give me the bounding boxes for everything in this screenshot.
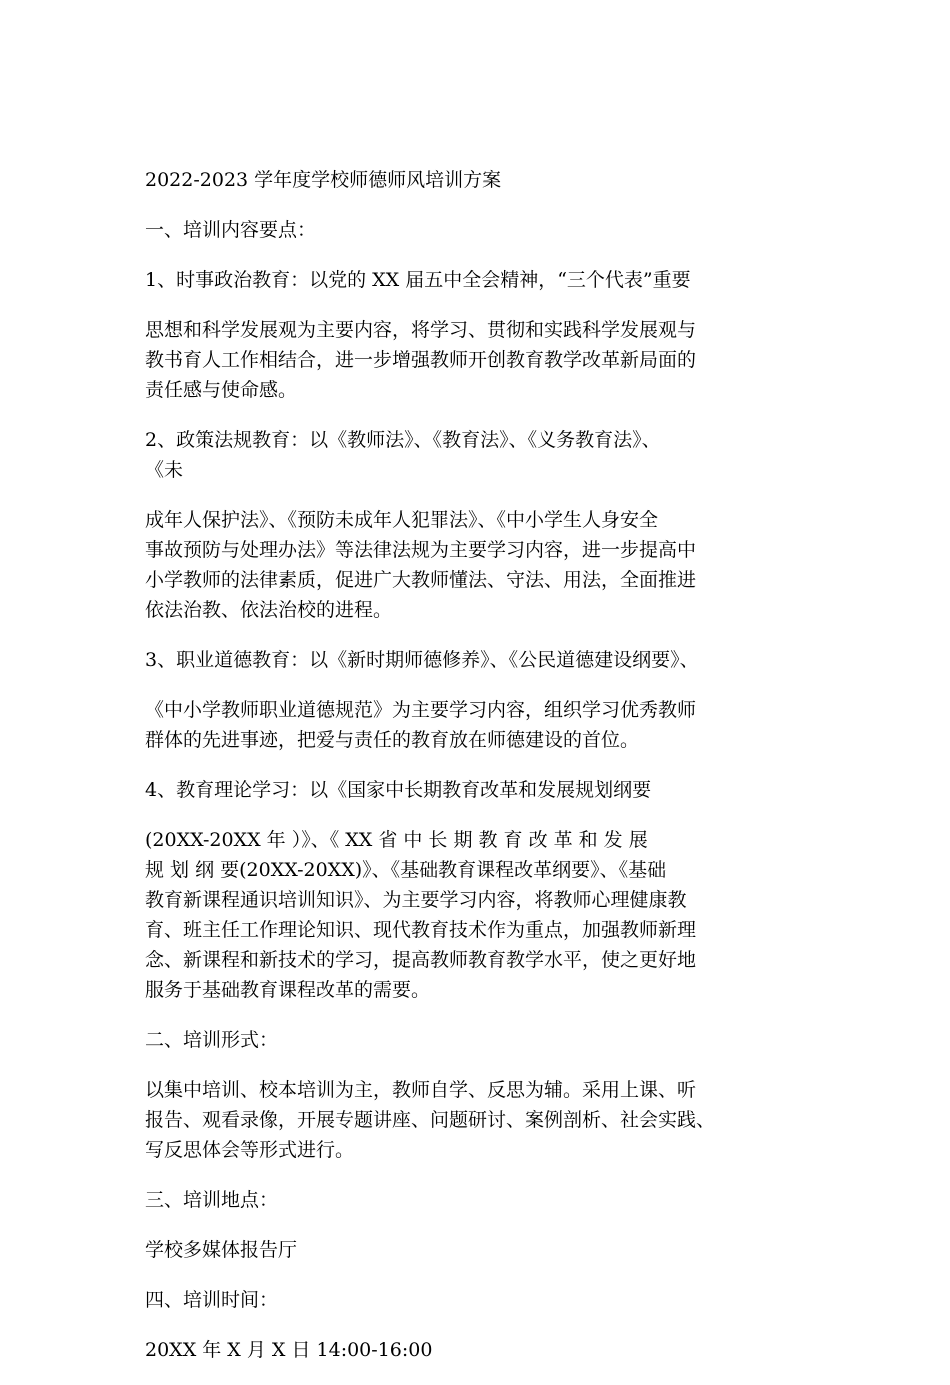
item-1-lead: 1、时事政治教育：以党的 XX 届五中全会精神，“三个代表”重要 xyxy=(145,269,691,291)
item-4-body: (20XX-20XX 年 ）》、《 XX 省 中 长 期 教 育 改 革 和 发 展 规 划 纲 要(20XX-20XX)》、《基础教育课程改革纲要》、《基础 教育新课程通识培训知识》、为主要学习内容，将教师心理健康教 育、班主任工作理论知识、现代教育技术作为重点，加强教师新理 念、新课程和新技术的学习，提高教师教育教学水平，使之更好地 服务于基础教育课程改革的需要。 xyxy=(145,829,697,1001)
form-body: 以集中培训、校本培训为主，教师自学、反思为辅。采用上课、听 报告、观看录像，开展专题讲座、问题研讨、案例剖析、社会实践、 写反思体会等形式进行。 xyxy=(145,1079,716,1161)
item-4-lead: 4、教育理论学习：以《国家中长期教育改革和发展规划纲要 xyxy=(145,779,652,801)
section-heading-content: 一、培训内容要点： xyxy=(145,219,317,241)
place-body: 学校多媒体报告厅 xyxy=(145,1239,298,1261)
document-content xyxy=(145,165,825,1385)
section-heading-time: 四、培训时间： xyxy=(145,1289,279,1311)
item-2-body: 成年人保护法》、《预防未成年人犯罪法》、《中小学生人身安全 事故预防与处理办法》等法律法规为主要学习内容，进一步提高中 小学教师的法律素质，促进广大教师懂法、守法、用法，全面推进 依法治教、依法治校的进程。 xyxy=(145,509,697,621)
section-heading-form: 二、培训形式： xyxy=(145,1029,279,1051)
section-heading-place: 三、培训地点： xyxy=(145,1189,279,1211)
document-title: 2022-2023 学年度学校师德师风培训方案 xyxy=(145,169,502,191)
item-1-body: 思想和科学发展观为主要内容，将学习、贯彻和实践科学发展观与 教书育人工作相结合，进一步增强教师开创教育教学改革新局面的 责任感与使命感。 xyxy=(145,319,697,401)
item-3-body: 《中小学教师职业道德规范》为主要学习内容，组织学习优秀教师 群体的先进事迹，把爱与责任的教育放在师德建设的首位。 xyxy=(145,699,697,751)
time-body: 20XX 年 X 月 X 日 14:00-16:00 xyxy=(145,1339,433,1361)
item-3-lead: 3、职业道德教育：以《新时期师德修养》、《公民道德建设纲要》、 xyxy=(145,649,699,671)
item-2-lead: 2、政策法规教育：以《教师法》、《教育法》、《义务教育法》、 《未 xyxy=(145,429,661,481)
